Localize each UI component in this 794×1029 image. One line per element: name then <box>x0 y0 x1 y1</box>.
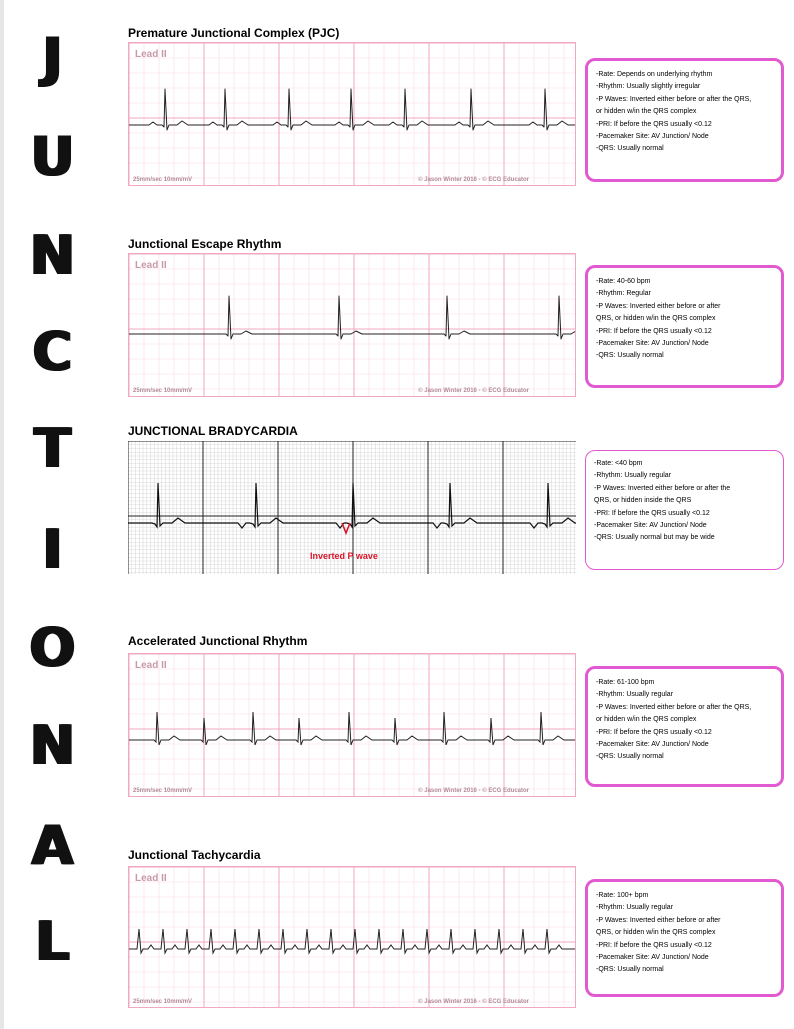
strip-speed: 25mm/sec 10mm/mV <box>133 788 193 794</box>
info-qrs: -QRS: Usually normal <box>596 145 664 153</box>
info-rate: -Rate: 61-100 bpm <box>596 679 655 686</box>
info-rhythm: -Rhythm: Usually regular <box>594 472 672 480</box>
info-qrs: -QRS: Usually normal but may be wide <box>594 534 715 542</box>
info-pri: -PRI: If before the QRS usually <0.12 <box>594 509 710 517</box>
info-qrs: -QRS: Usually normal <box>596 966 664 974</box>
info-pri: -PRI: If before the QRS usually <0.12 <box>596 941 712 949</box>
strip-copyright: © Jason Winter 2016 - © ECG Educator <box>418 999 529 1005</box>
lead-label: Lead II <box>135 260 167 271</box>
ecg-strip-pjc <box>128 42 576 186</box>
info-pri: -PRI: If before the QRS usually <0.12 <box>596 120 712 128</box>
info-pacemaker: -Pacemaker Site: AV Junction/ Node <box>596 133 709 141</box>
strip-copyright: © Jason Winter 2016 - © ECG Educator <box>418 788 529 794</box>
info-p-waves-cont: QRS, or hidden w/in the QRS complex <box>596 315 716 323</box>
info-p-waves: -P Waves: Inverted either before or after the QRS, <box>596 703 752 711</box>
info-box-tachycardia <box>585 879 784 997</box>
info-box-pjc <box>585 58 784 182</box>
ecg-strip-tachycardia <box>128 866 576 1008</box>
info-p-waves-cont: QRS, or hidden inside the QRS <box>594 497 692 505</box>
info-p-waves: -P Waves: Inverted either before or after the <box>594 484 731 492</box>
strip-speed: 25mm/sec 10mm/mV <box>133 177 193 183</box>
side-letter-l: L <box>34 910 70 973</box>
inverted-p-wave-annotation: Inverted P wave <box>310 551 378 561</box>
ecg-trace-escape <box>129 254 575 396</box>
info-rate: -Rate: Depends on underlying rhythm <box>596 71 713 78</box>
side-letter-n2: N <box>29 714 75 777</box>
ecg-trace-pjc <box>129 43 575 185</box>
info-p-waves: -P Waves: Inverted either before or after the QRS, <box>596 95 752 103</box>
info-p-waves-cont: or hidden w/in the QRS complex <box>596 716 697 724</box>
info-box-escape <box>585 265 784 388</box>
info-pacemaker: -Pacemaker Site: AV Junction/ Node <box>596 741 709 749</box>
info-box-bradycardia <box>585 450 784 570</box>
info-p-waves: -P Waves: Inverted either before or after <box>596 302 721 310</box>
ecg-trace-tachycardia <box>129 867 575 1007</box>
strip-speed: 25mm/sec 10mm/mV <box>133 999 193 1005</box>
lead-label: Lead II <box>135 49 167 60</box>
side-letter-i: I <box>41 518 63 581</box>
info-qrs: -QRS: Usually normal <box>596 352 664 360</box>
info-pri: -PRI: If before the QRS usually <0.12 <box>596 728 712 736</box>
info-rhythm: -Rhythm: Usually regular <box>596 904 674 912</box>
strip-speed: 25mm/sec 10mm/mV <box>133 388 193 394</box>
side-letter-n: N <box>29 224 75 287</box>
info-rhythm: -Rhythm: Regular <box>596 290 651 298</box>
info-p-waves-cont: QRS, or hidden w/in the QRS complex <box>596 929 716 937</box>
page-left-edge <box>0 0 4 1029</box>
lead-label: Lead II <box>135 660 167 671</box>
info-rhythm: -Rhythm: Usually slightly irregular <box>596 83 701 91</box>
strip-copyright: © Jason Winter 2016 - © ECG Educator <box>418 388 529 394</box>
info-p-waves-cont: or hidden w/in the QRS complex <box>596 108 697 116</box>
info-pri: -PRI: If before the QRS usually <0.12 <box>596 327 712 335</box>
info-pacemaker: -Pacemaker Site: AV Junction/ Node <box>596 954 709 962</box>
side-letter-u: U <box>30 125 74 188</box>
info-p-waves: -P Waves: Inverted either before or after <box>596 916 721 924</box>
side-letter-a: A <box>31 814 73 877</box>
info-qrs: -QRS: Usually normal <box>596 753 664 761</box>
info-rate: -Rate: 40-60 bpm <box>596 278 651 285</box>
lead-label: Lead II <box>135 873 167 884</box>
info-rate: -Rate: <40 bpm <box>594 460 643 467</box>
side-letter-c: C <box>32 320 72 383</box>
info-rate: -Rate: 100+ bpm <box>596 892 649 899</box>
section-title-accelerated: Accelerated Junctional Rhythm <box>128 634 308 648</box>
section-title-pjc: Premature Junctional Complex (PJC) <box>128 26 340 40</box>
info-rhythm: -Rhythm: Usually regular <box>596 691 674 699</box>
ecg-trace-accelerated <box>129 654 575 796</box>
section-title-bradycardia: JUNCTIONAL BRADYCARDIA <box>128 424 298 438</box>
section-title-escape: Junctional Escape Rhythm <box>128 237 282 251</box>
ecg-strip-bradycardia <box>128 441 576 574</box>
side-letter-o: O <box>29 616 75 679</box>
info-box-accelerated <box>585 666 784 787</box>
ecg-strip-accelerated <box>128 653 576 797</box>
info-pacemaker: -Pacemaker Site: AV Junction/ Node <box>596 340 709 348</box>
strip-copyright: © Jason Winter 2016 - © ECG Educator <box>418 177 529 183</box>
info-pacemaker: -Pacemaker Site: AV Junction/ Node <box>594 522 707 530</box>
section-title-tachycardia: Junctional Tachycardia <box>128 848 261 862</box>
side-letter-j: J <box>41 26 63 89</box>
ecg-strip-escape <box>128 253 576 397</box>
side-letter-t: T <box>33 417 71 480</box>
